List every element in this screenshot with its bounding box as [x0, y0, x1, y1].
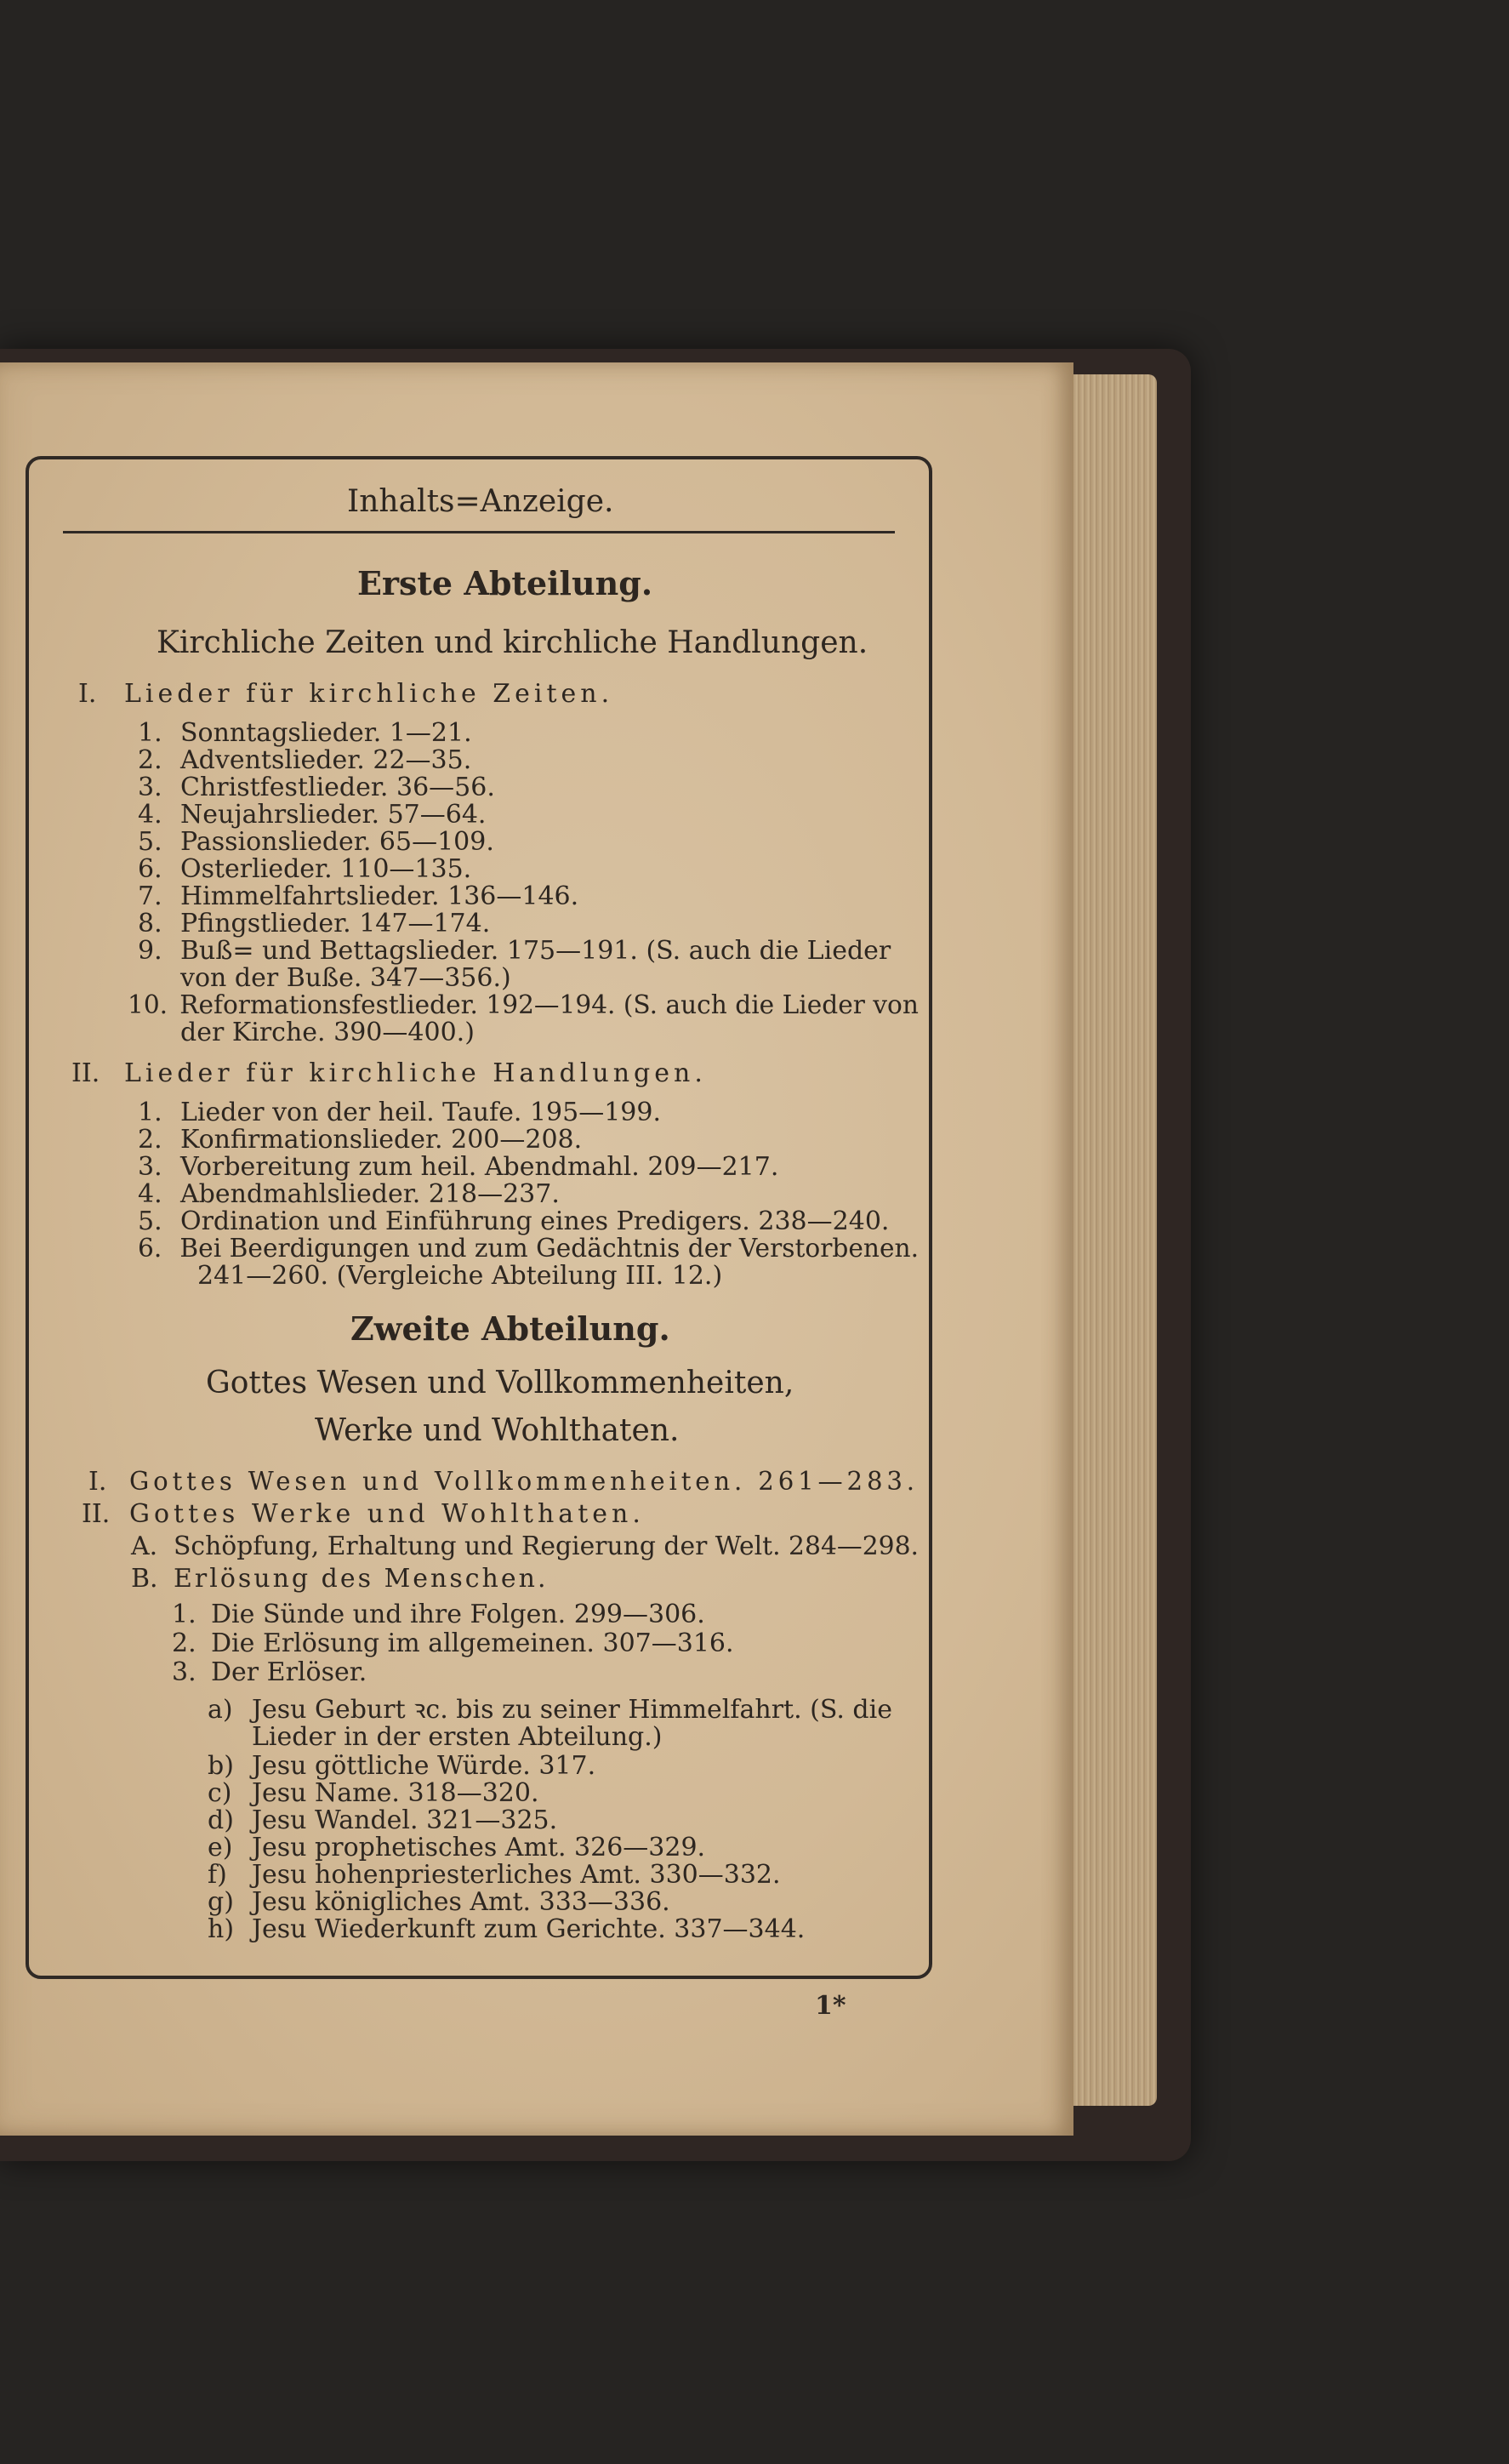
- item-text: Bei Beerdigungen und zum Gedächtnis der Verstorbenen.: [179, 1234, 920, 1263]
- signature-mark: 1*: [815, 1991, 846, 2021]
- item-number: 5.: [138, 827, 162, 857]
- item-text: Jesu Wandel. 321—325.: [252, 1805, 558, 1835]
- book-page: [0, 362, 1073, 2136]
- item-text: Jesu Wiederkunft zum Gerichte. 337—344.: [252, 1914, 806, 1944]
- list-item: [208, 1778, 539, 1809]
- item-number: 1.: [138, 718, 162, 748]
- item-number: 1.: [172, 1600, 196, 1629]
- item-continuation: Lieder in der ersten Abteilung.): [252, 1722, 663, 1752]
- item-text: Abendmahlslieder. 218—237.: [180, 1179, 560, 1209]
- item-number: 10.: [128, 990, 168, 1020]
- list-item: [208, 1887, 670, 1918]
- section-label: II.: [82, 1499, 111, 1529]
- item-continuation: 241—260. (Vergleiche Abteilung III. 12.): [197, 1261, 723, 1291]
- list-item: [138, 773, 495, 803]
- item-text: Buß= und Bettagslieder. 175—191. (S. auch die Lieder: [180, 936, 891, 966]
- list-item: [172, 1657, 367, 1688]
- item-number: 5.: [138, 1206, 162, 1236]
- list-item: [138, 909, 490, 939]
- item-number: h): [208, 1914, 235, 1944]
- part2-subheading-cont: Werke und Wohlthaten.: [315, 1413, 680, 1448]
- item-text: Jesu prophetisches Amt. 326—329.: [252, 1833, 706, 1862]
- item-text: Ordination und Einführung eines Predigers. 238—240.: [180, 1206, 890, 1236]
- subsection-label: B.: [131, 1564, 158, 1594]
- list-item: [172, 1600, 705, 1630]
- item-number: g): [208, 1887, 234, 1917]
- item-text: Jesu göttliche Würde. 317.: [252, 1751, 596, 1781]
- item-number: 2.: [138, 1125, 162, 1155]
- item-text: Passionslieder. 65—109.: [180, 827, 494, 857]
- item-text: Osterlieder. 110—135.: [180, 854, 472, 884]
- part1-heading: Erste Abteilung.: [357, 564, 653, 602]
- item-text: Jesu Name. 318—320.: [252, 1778, 539, 1808]
- item-number: 1.: [138, 1098, 162, 1127]
- list-item: [208, 1860, 781, 1891]
- item-number: 6.: [138, 854, 162, 884]
- item-number: 2.: [138, 745, 162, 775]
- item-number: 6.: [138, 1234, 162, 1263]
- item-number: e): [208, 1833, 233, 1862]
- list-item: [138, 800, 486, 830]
- item-text: Vorbereitung zum heil. Abendmahl. 209—217.: [180, 1152, 779, 1182]
- item-number: 4.: [138, 800, 162, 830]
- item-text: Der Erlöser.: [211, 1657, 367, 1687]
- section-label: I.: [88, 1467, 107, 1497]
- item-number: 3.: [138, 1152, 162, 1182]
- list-item: [208, 1805, 557, 1836]
- list-item: [138, 1179, 560, 1210]
- part2-subheading: Gottes Wesen und Vollkommenheiten,: [206, 1366, 794, 1400]
- subsection-title: Erlösung des Menschen.: [174, 1564, 549, 1594]
- section-title: Lieder für kirchliche Handlungen.: [124, 1058, 707, 1088]
- item-number: f): [208, 1860, 227, 1890]
- item-text: Neujahrslieder. 57—64.: [180, 800, 487, 830]
- list-item: [138, 1152, 778, 1183]
- section-title: Gottes Wesen und Vollkommenheiten. 261—283.: [129, 1467, 919, 1497]
- list-item: [138, 718, 472, 749]
- subsection-label: A.: [131, 1531, 158, 1561]
- list-item: [138, 881, 578, 912]
- list-item: [128, 990, 919, 1021]
- item-number: 3.: [172, 1657, 196, 1687]
- subsection-title: Schöpfung, Erhaltung und Regierung der Welt. 284—298.: [174, 1531, 920, 1561]
- list-item: [172, 1628, 734, 1659]
- list-item: [138, 745, 471, 776]
- section-title: Gottes Werke und Wohlthaten.: [129, 1499, 645, 1529]
- list-item: [138, 1098, 661, 1128]
- item-text: Adventslieder. 22—35.: [180, 745, 472, 775]
- list-item: [138, 854, 471, 885]
- item-text: Christfestlieder. 36—56.: [180, 773, 495, 802]
- item-text: Die Erlösung im allgemeinen. 307—316.: [211, 1628, 734, 1658]
- list-item: [208, 1914, 805, 1945]
- item-number: 3.: [138, 773, 162, 802]
- title-rule: [63, 531, 895, 533]
- item-text: Jesu hohenpriesterliches Amt. 330—332.: [252, 1860, 781, 1890]
- item-number: b): [208, 1751, 234, 1781]
- list-item: [138, 1125, 582, 1155]
- item-text: Himmelfahrtslieder. 136—146.: [180, 881, 579, 911]
- part2-heading: Zweite Abteilung.: [350, 1309, 670, 1348]
- item-number: 4.: [138, 1179, 162, 1209]
- item-number: a): [208, 1695, 233, 1725]
- item-number: d): [208, 1805, 234, 1835]
- list-item: [138, 936, 891, 967]
- item-continuation: von der Buße. 347—356.): [180, 963, 511, 993]
- item-text: Jesu Geburt ꝛc. bis zu seiner Himmelfahrt. (S. die: [252, 1695, 892, 1725]
- item-text: Konfirmationslieder. 200—208.: [180, 1125, 583, 1155]
- item-text: Reformationsfestlieder. 192—194. (S. auch die Lieder von: [179, 990, 919, 1020]
- item-text: Sonntagslieder. 1—21.: [180, 718, 472, 748]
- item-text: Lieder von der heil. Taufe. 195—199.: [180, 1098, 662, 1127]
- list-item: [138, 1234, 919, 1264]
- section-label: I.: [78, 679, 97, 709]
- list-item: [138, 827, 494, 858]
- section-label: II.: [71, 1058, 100, 1088]
- item-text: Pfingstlieder. 147—174.: [180, 909, 491, 938]
- item-continuation: der Kirche. 390—400.): [180, 1018, 475, 1047]
- section-title: Lieder für kirchliche Zeiten.: [124, 679, 614, 709]
- item-text: Die Sünde und ihre Folgen. 299—306.: [211, 1600, 705, 1629]
- list-item: [208, 1833, 705, 1863]
- list-item: [138, 1206, 889, 1237]
- item-number: c): [208, 1778, 232, 1808]
- page-title: Inhalts=Anzeige.: [347, 484, 614, 519]
- list-item: [208, 1751, 595, 1782]
- item-number: 9.: [138, 936, 162, 966]
- part1-subheading: Kirchliche Zeiten und kirchliche Handlungen.: [157, 625, 868, 660]
- item-number: 7.: [138, 881, 162, 911]
- item-number: 2.: [172, 1628, 196, 1658]
- list-item: [208, 1695, 892, 1725]
- item-text: Jesu königliches Amt. 333—336.: [252, 1887, 670, 1917]
- item-number: 8.: [138, 909, 162, 938]
